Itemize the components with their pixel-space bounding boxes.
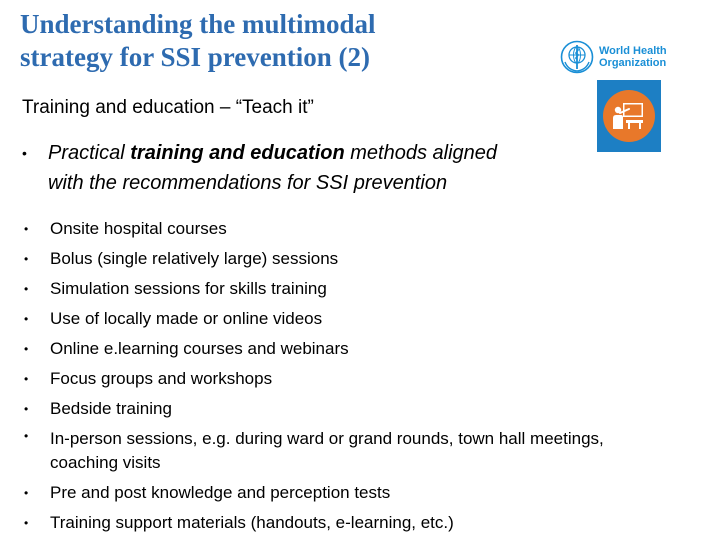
bullet-dot-icon: •	[24, 486, 29, 500]
bullet-dot-icon: •	[24, 282, 29, 296]
list-item-text: Bolus (single relatively large) sessions	[50, 249, 339, 268]
list-item	[22, 304, 712, 334]
list-item	[22, 424, 712, 478]
list-item-text: Simulation sessions for skills training	[50, 279, 327, 298]
bullet-dot-icon: •	[24, 252, 29, 266]
bullet-dot-icon: •	[22, 145, 27, 161]
list-item	[22, 274, 712, 304]
slide-title-line-2: strategy for SSI prevention (2)	[20, 42, 370, 72]
who-logo-line-1: World Health	[599, 45, 667, 57]
section-subtitle: Training and education – “Teach it”	[22, 97, 314, 118]
list-item-text: Online e.learning courses and webinars	[50, 339, 349, 358]
bullet-dot-icon: •	[24, 222, 29, 236]
list-item	[22, 244, 712, 274]
list-item-text: Pre and post knowledge and perception tests	[50, 483, 391, 502]
who-emblem-icon	[560, 40, 594, 74]
list-item-text: Onsite hospital courses	[50, 219, 227, 238]
who-logo-text	[599, 45, 667, 69]
list-item-text: Use of locally made or online videos	[50, 309, 323, 328]
intro-text-emphasis: training and education	[130, 142, 345, 164]
bullet-dot-icon: •	[24, 342, 29, 356]
list-item-text-line-2: coaching visits	[50, 453, 161, 472]
list-item	[22, 508, 712, 538]
who-logo-line-2: Organization	[599, 57, 667, 69]
training-methods-list	[22, 214, 712, 538]
bullet-dot-icon: •	[24, 516, 29, 530]
intro-bullet	[22, 138, 582, 198]
list-item-text: In-person sessions, e.g. during ward or grand rounds, town hall meetings,	[50, 429, 604, 448]
teacher-at-board-icon	[597, 80, 661, 152]
intro-text-part-1: Practical	[48, 142, 131, 164]
intro-text-part-2: methods aligned	[344, 142, 498, 164]
intro-text-line-2: with the recommendations for SSI prevention	[48, 172, 448, 194]
bullet-dot-icon: •	[24, 429, 29, 443]
slide-title-line-1: Understanding the multimodal	[20, 9, 376, 39]
slide-title	[20, 8, 520, 74]
bullet-dot-icon: •	[24, 312, 29, 326]
list-item-text: Bedside training	[50, 399, 172, 418]
list-item	[22, 364, 712, 394]
bullet-dot-icon: •	[24, 372, 29, 386]
list-item	[22, 478, 712, 508]
list-item-text: Focus groups and workshops	[50, 369, 273, 388]
intro-text	[48, 138, 582, 198]
list-item	[22, 214, 712, 244]
list-item	[22, 334, 712, 364]
list-item	[22, 394, 712, 424]
who-logo	[560, 40, 667, 74]
list-item-text: Training support materials (handouts, e-learning, etc.)	[50, 513, 454, 532]
teacher-badge-icon	[602, 89, 656, 143]
bullet-dot-icon: •	[24, 402, 29, 416]
